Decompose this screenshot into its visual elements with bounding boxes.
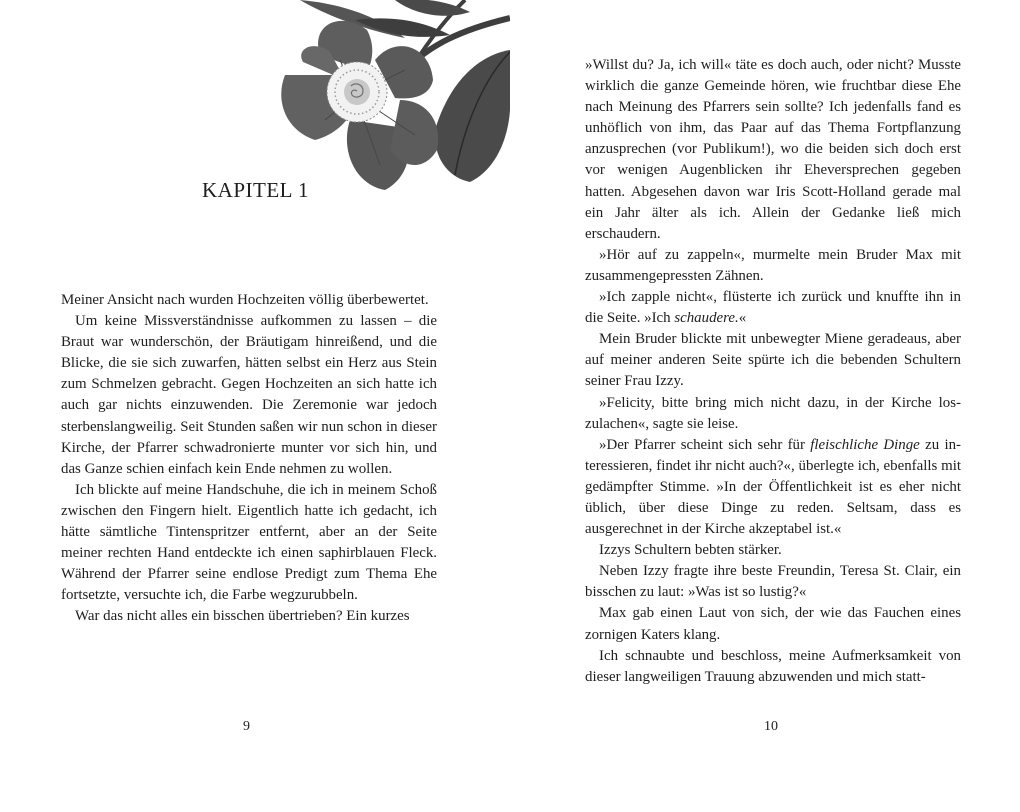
paragraph: Mein Bruder blickte mit unbewegter Miene geradeaus, aber auf meiner anderen Seite spürte ich die bebenden Schultern seiner Frau Izzy.	[585, 331, 961, 390]
paragraph: »Felicity, bitte bring mich nicht dazu, in der Kirche loszulachen«, sagte sie leise.	[585, 394, 961, 432]
paragraph: »Hör auf zu zappeln«, murmelte mein Bruder Max mit zusammengepressten Zähnen.	[585, 246, 961, 284]
paragraph: Ich schnaubte und beschloss, meine Aufmerksamkeit von dieser langweiligen Trauung abzuwenden und mich statt-	[585, 647, 961, 685]
emphasis: schaudere.	[674, 310, 739, 327]
paragraph: Ich blickte auf meine Handschuhe, die ich in meinem Schoß zwischen den Fingern hielt. Eigentlich hatte ich gedacht, ich hätte sämtliche Tintenspritzer entfernt, aber an der Seite meiner rechten Hand entdeckte ich einen saphirblauen Fleck. Während der Pfarrer seine endlose Predigt zum Thema Ehe fortsetzte, versuchte ich, die Farbe wegzurubbeln.	[61, 481, 437, 604]
page-number: 9	[243, 719, 250, 734]
paragraph: War das nicht alles ein bisschen übertrieben? Ein kurzes	[75, 608, 410, 625]
paragraph	[585, 435, 961, 540]
text-run: »Ich zapple nicht«, flüsterte ich zurück und knuffte ihn in die Seite. »Ich	[585, 289, 961, 327]
text-run: »Der Pfarrer scheint sich sehr für	[599, 436, 811, 453]
paragraph: Meiner Ansicht nach wurden Hochzeiten völlig überbewertet.	[61, 292, 429, 308]
paragraph: Max gab einen Laut von sich, der wie das Fauchen eines zornigen Katers klang.	[585, 605, 961, 643]
text-run: «	[738, 310, 747, 327]
paragraph: Izzys Schultern bebten stärker.	[599, 542, 782, 559]
right-page	[510, 0, 1020, 812]
paragraph: Neben Izzy fragte ihre beste Freundin, Teresa St. Clair, ein bisschen zu laut: »Was ist so lustig?«	[585, 563, 961, 601]
page-number: 10	[764, 719, 778, 734]
paragraph	[585, 287, 961, 329]
paragraph: »Willst du? Ja, ich will« täte es doch auch, oder nicht? Musste wirklich die ganze Gemeinde hören, wie fruchtbar diese Ehe nach Meinung des Pfarrers sein sollte? Ich jedenfalls fand es unhöflich von ihm, das Paar auf das Thema Fortpflanzung anzusprechen (vor Publikum!), wo die beiden sich doch erst vor wenigen Augenblicken ihr Eheversprechen gegeben hatten. Abgesehen davon war Iris Scott-Holland gerade mal ein Jahr älter als ich. Allein der Gedanke ließ mich erschaudern.	[585, 57, 961, 242]
paragraph: Um keine Missverständnisse aufkommen zu lassen – die Braut war wunderschön, der Bräutigam hinreißend, und die Blicke, die sie sich zuwarfen, hätten selbst ein Herz aus Stein zum Schmelzen gebracht. Gegen Hochzeiten an sich hatte ich auch gar nichts einzuwenden. Die Zeremonie war jedoch sterbenslangweilig. Seit Stunden saßen wir nun schon in dieser Kirche, der Pfarrer schwadronierte munter vor sich hin, und das Ganze schien einfach kein Ende nehmen zu wollen.	[61, 313, 437, 477]
emphasis: fleischliche Dinge	[810, 436, 920, 453]
chapter-title: KAPITEL 1	[202, 178, 309, 202]
hellebore-flower-illustration	[255, 0, 510, 200]
text-run: zu interessieren, findet ihr nicht auch?«, überlegte ich, ebenfalls mit gedämpfter Stimme. »In der Öffentlichkeit ist es eher nicht üblich, über diese Dinge zu reden. Seltsam, dass es ausgerechnet in der Kirche akzeptabel ist.«	[585, 436, 961, 538]
right-page-body	[585, 55, 961, 688]
left-page-body	[61, 290, 437, 628]
